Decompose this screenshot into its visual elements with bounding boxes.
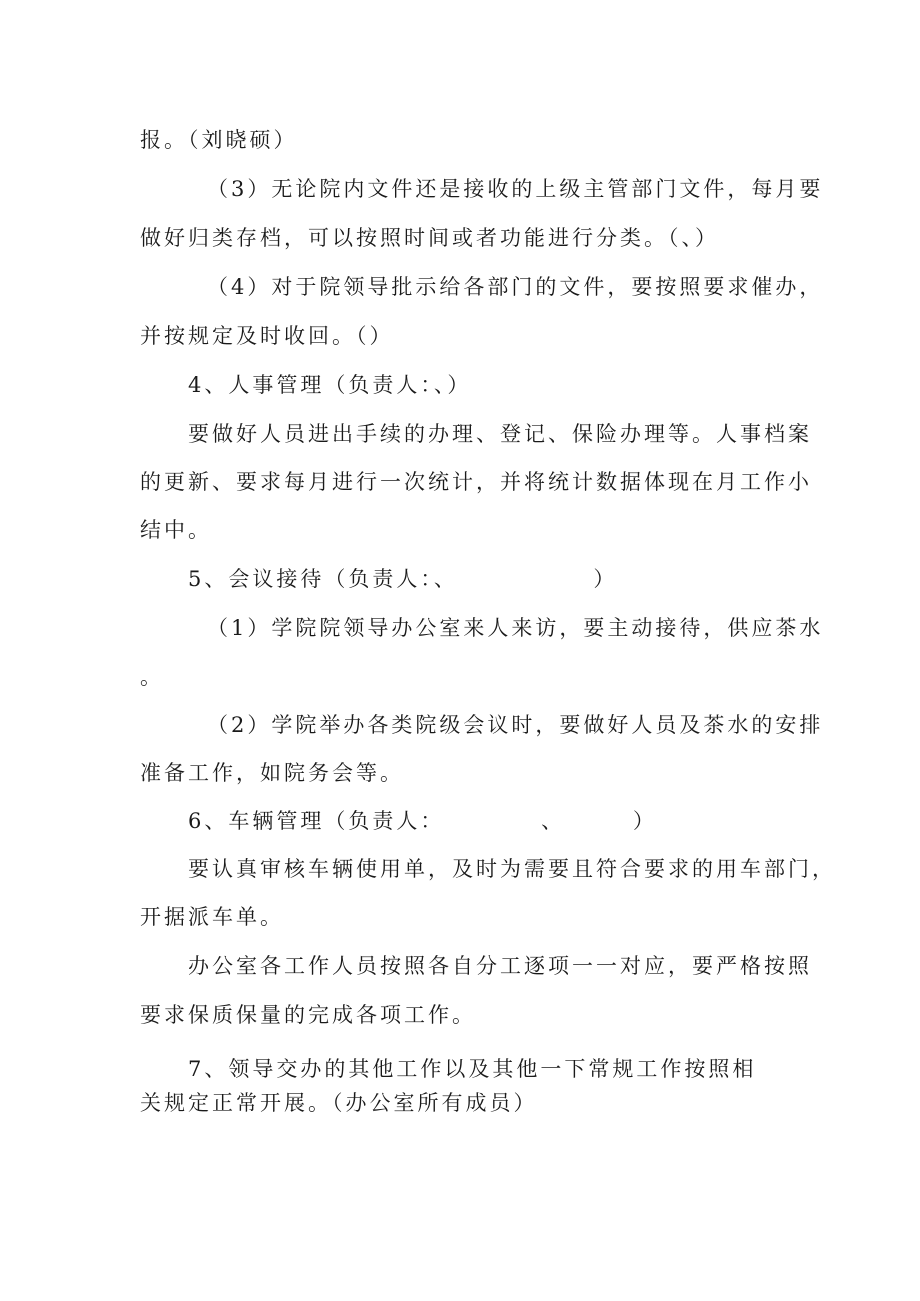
text-line: （4）对于院领导批示给各部门的文件，要按照要求催办， (207, 275, 824, 299)
text-line: 准备工作，如院务会等。 (140, 761, 404, 785)
section-heading: 4、人事管理（负责人：、） (188, 373, 472, 397)
text-line: 开据派车单。 (140, 905, 284, 929)
text-line: 。 (140, 665, 164, 689)
text-line: 做好归类存档，可以按照时间或者功能进行分类。（、） (140, 226, 719, 250)
text-line: 并按规定及时收回。（） (140, 324, 394, 348)
text-line: 结中。 (140, 518, 212, 542)
text-line: （2）学院举办各类院级会议时，要做好人员及茶水的安排 (207, 713, 824, 737)
text-line: 的更新、要求每月进行一次统计，并将统计数据体现在月工作小 (140, 470, 812, 494)
text-line: 要认真审核车辆使用单，及时为需要且符合要求的用车部门， (188, 857, 836, 881)
section-heading: 6、车辆管理（负责人： 、 ） (188, 809, 657, 833)
text-line: 要做好人员进出手续的办理、登记、保险办理等。人事档案 (188, 422, 812, 446)
section-heading: 5、会议接待（负责人：、 ） (188, 567, 618, 591)
text-line: （1）学院院领导办公室来人来访，要主动接待，供应茶水 (207, 616, 824, 640)
text-line: 办公室各工作人员按照各自分工逐项一一对应，要严格按照 (188, 954, 812, 978)
text-line: 关规定正常开展。（办公室所有成员） (140, 1091, 538, 1115)
text-line: 要求保质保量的完成各项工作。 (140, 1003, 476, 1027)
section-heading: 7、领导交办的其他工作以及其他一下常规工作按照相 (188, 1057, 757, 1081)
text-line: （3）无论院内文件还是接收的上级主管部门文件，每月要 (207, 177, 824, 201)
text-line: 报。（刘晓硕） (140, 128, 298, 152)
